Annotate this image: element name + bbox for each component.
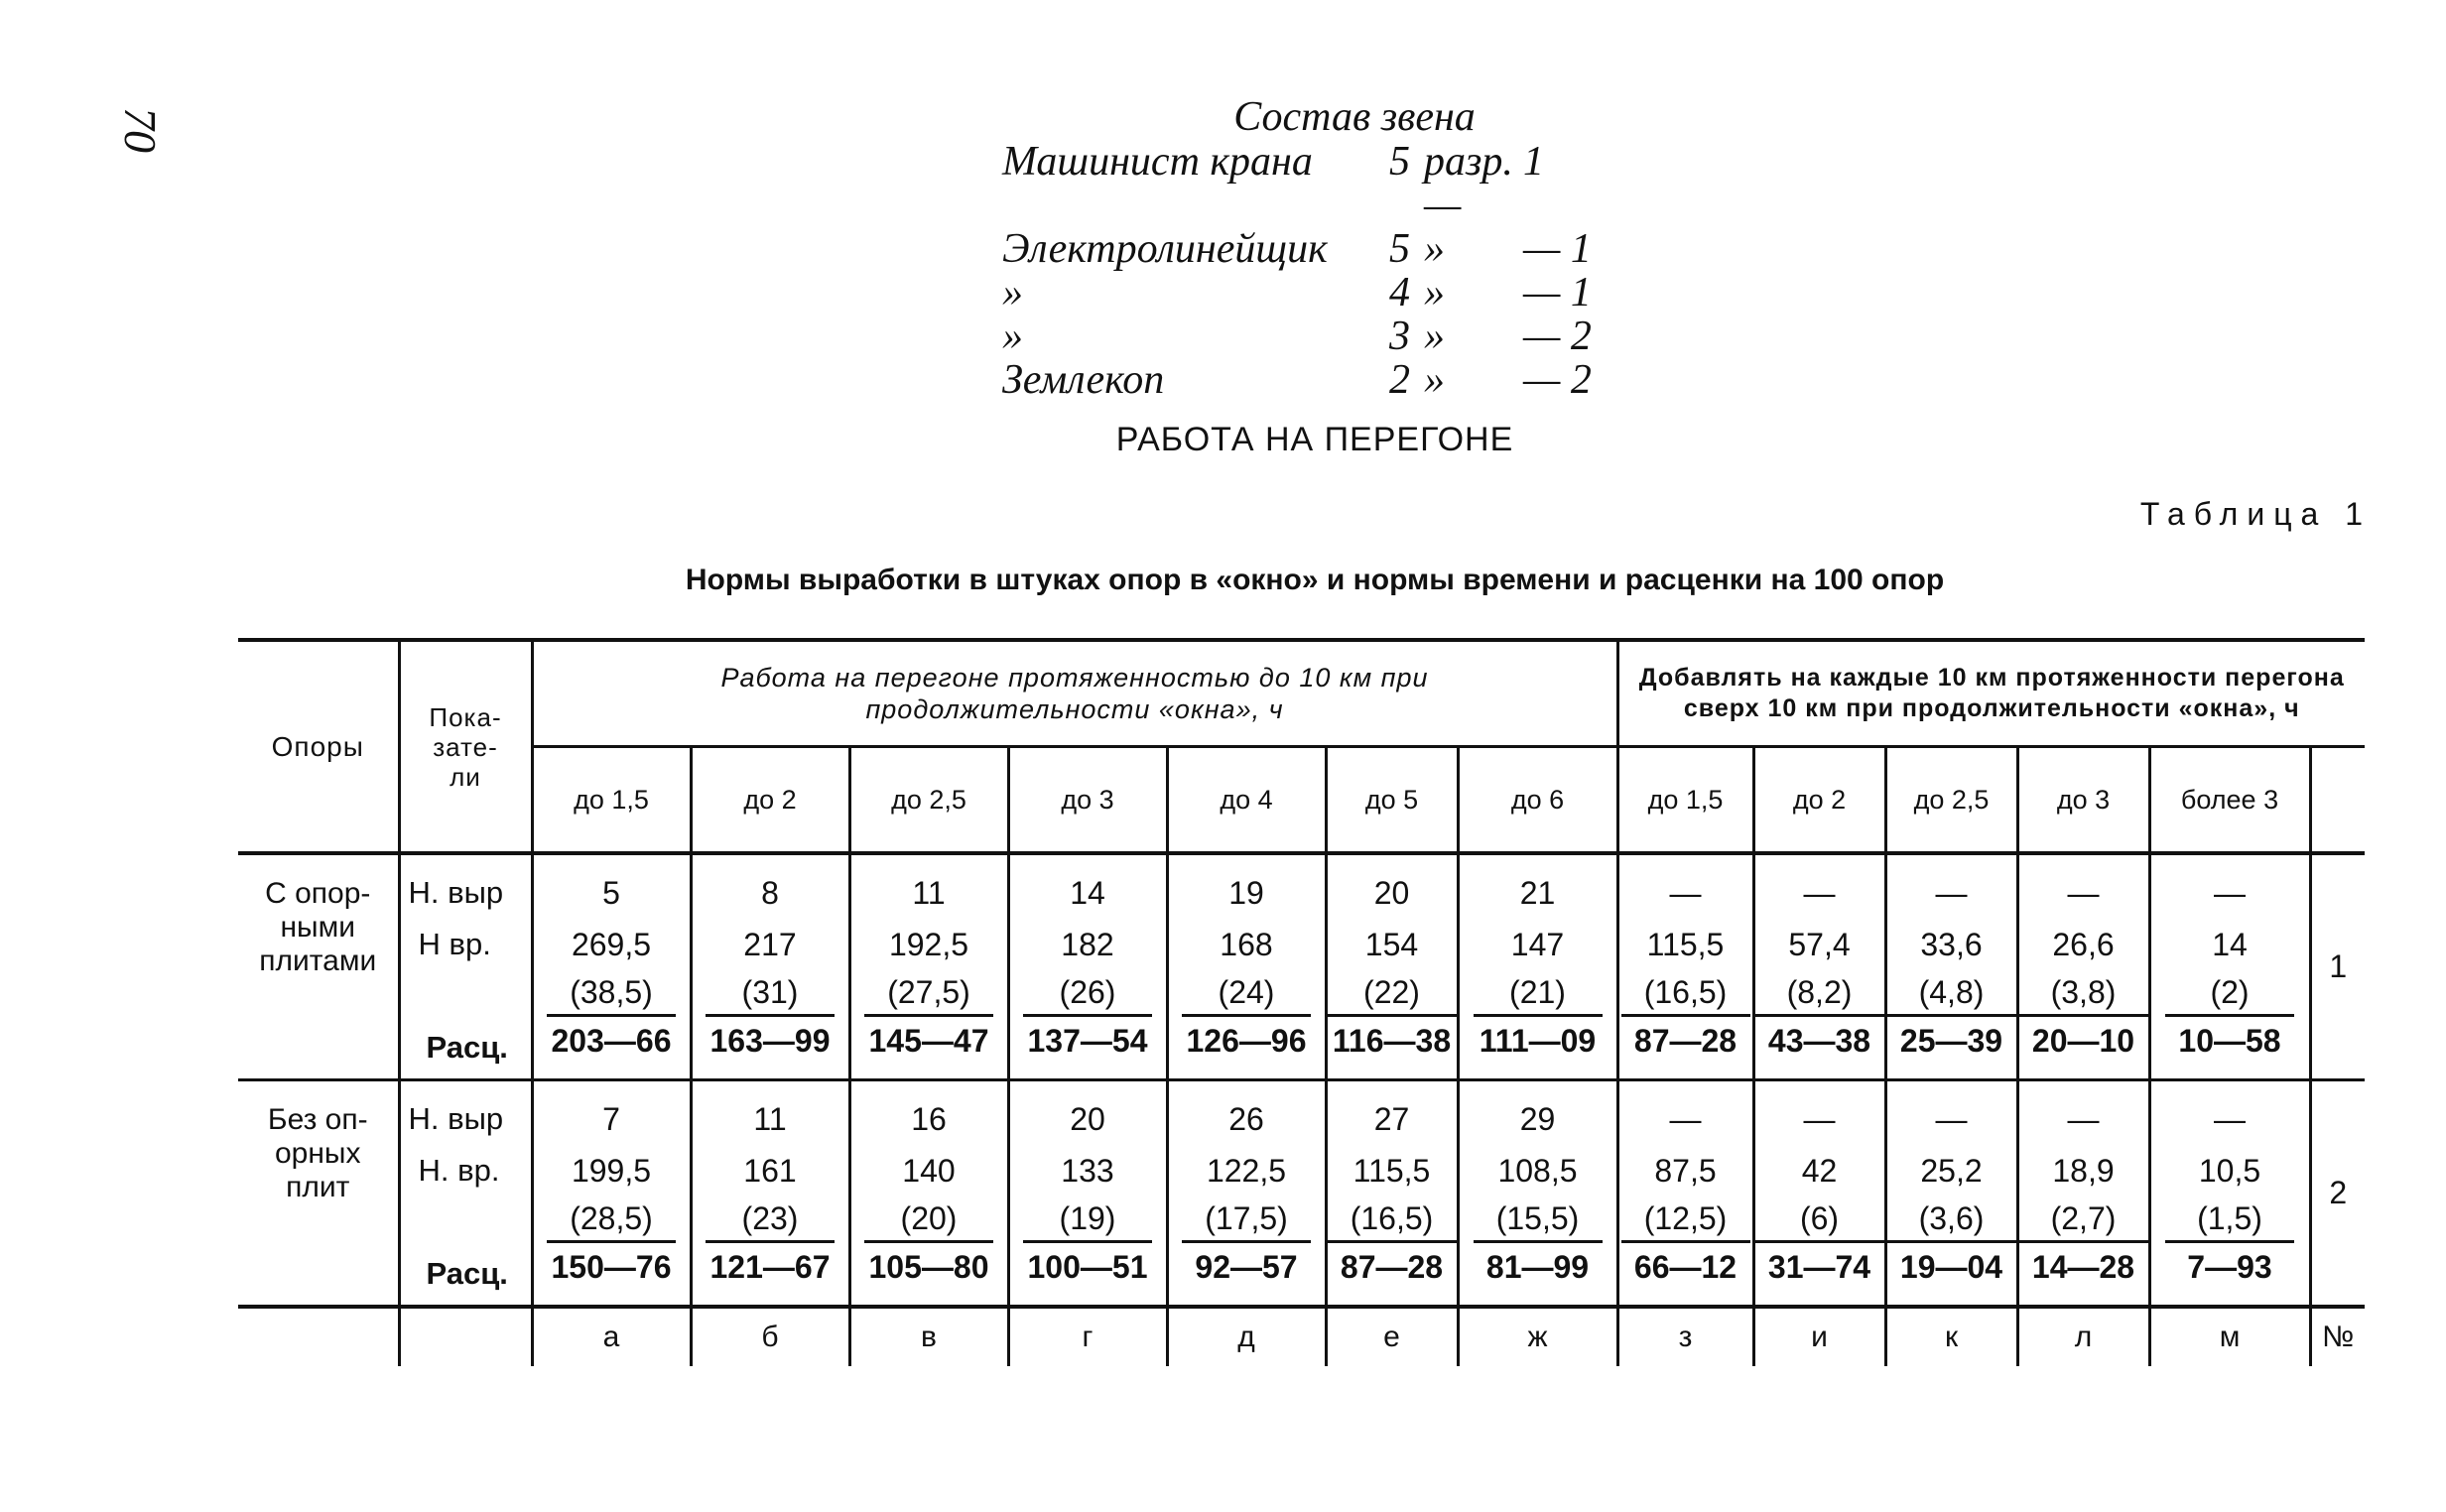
rate-fraction bbox=[2165, 970, 2294, 1065]
cell-values bbox=[534, 867, 690, 1065]
crew-count: — 1 bbox=[1523, 226, 1592, 272]
time-per-window-value: (28,5) bbox=[547, 1197, 676, 1243]
time-per-window-value: (4,8) bbox=[1887, 970, 2016, 1017]
data-row bbox=[238, 853, 2365, 1080]
rate-fraction bbox=[864, 970, 993, 1065]
cell-values bbox=[1887, 1093, 2016, 1291]
rate-fraction bbox=[1887, 1197, 2016, 1291]
crew-count: — 2 bbox=[1523, 314, 1592, 359]
output-value: — bbox=[1803, 1101, 1836, 1137]
rate-fraction bbox=[1182, 970, 1311, 1065]
data-cell bbox=[1885, 1080, 2017, 1308]
label-time: Н. вр. bbox=[418, 1153, 500, 1188]
output-value: 26 bbox=[1228, 1101, 1264, 1137]
cell-values bbox=[851, 867, 1007, 1065]
time-per-window-value: (26) bbox=[1023, 970, 1152, 1017]
rate-fraction bbox=[706, 1197, 835, 1291]
output-value: 27 bbox=[1373, 1101, 1410, 1137]
support-type: С опор- ными плитами bbox=[238, 853, 399, 1080]
rate-value: 20—10 bbox=[2031, 1023, 2135, 1059]
rate-value: 116—38 bbox=[1332, 1023, 1452, 1059]
column-letter: ж bbox=[1458, 1307, 1617, 1366]
column-letter: к bbox=[1885, 1307, 2017, 1366]
rate-value: 105—80 bbox=[868, 1249, 989, 1285]
crew-grade: 2 bbox=[1389, 357, 1410, 403]
crew-rows bbox=[1002, 140, 1657, 402]
cell-values bbox=[1328, 867, 1457, 1065]
time-value: 269,5 bbox=[571, 927, 652, 962]
cell-values bbox=[1460, 867, 1616, 1065]
cell-values bbox=[1010, 867, 1166, 1065]
output-value: — bbox=[2067, 875, 2100, 911]
column-letter: з bbox=[1617, 1307, 1753, 1366]
time-per-window-value: (6) bbox=[1755, 1197, 1884, 1243]
output-value: 8 bbox=[761, 875, 779, 911]
section-title: РАБОТА НА ПЕРЕГОНЕ bbox=[1115, 421, 1514, 458]
rate-value: 126—96 bbox=[1186, 1023, 1307, 1059]
rate-value: 81—99 bbox=[1485, 1249, 1590, 1285]
rate-value: 25—39 bbox=[1899, 1023, 2003, 1059]
rate-value: 66—12 bbox=[1633, 1249, 1738, 1285]
time-per-window-value: (27,5) bbox=[864, 970, 993, 1017]
table-number: Таблица 1 bbox=[2139, 496, 2372, 532]
crew-count: — 2 bbox=[1523, 357, 1592, 403]
time-value: 115,5 bbox=[1352, 1153, 1431, 1189]
crew-count: — 1 bbox=[1523, 270, 1592, 315]
crew-grade: 4 bbox=[1389, 270, 1410, 315]
rate-fraction bbox=[1474, 1197, 1603, 1291]
time-value: 115,5 bbox=[1646, 927, 1725, 962]
crew-profession: » bbox=[1002, 314, 1023, 359]
crew-row bbox=[1002, 227, 1657, 271]
cell-values bbox=[1755, 867, 1884, 1065]
page-number: 70 bbox=[115, 107, 166, 153]
data-cell bbox=[2149, 1080, 2310, 1308]
time-value: 147 bbox=[1510, 927, 1565, 962]
output-value: 19 bbox=[1228, 875, 1264, 911]
output-value: — bbox=[1803, 875, 1836, 911]
time-per-window-value: (2) bbox=[2165, 970, 2294, 1017]
rate-fraction bbox=[1755, 970, 1884, 1065]
column-header: до 2 bbox=[1753, 747, 1885, 854]
data-cell bbox=[1617, 1080, 1753, 1308]
column-header: до 4 bbox=[1167, 747, 1326, 854]
header-group-main: Работа на перегоне протяженностью до 10 км при продолжительности «окна», ч bbox=[532, 640, 1617, 747]
label-rate: Расц. bbox=[426, 1030, 508, 1065]
data-row bbox=[238, 1080, 2365, 1308]
column-header: до 6 bbox=[1458, 747, 1617, 854]
time-value: 133 bbox=[1061, 1153, 1114, 1189]
time-per-window-value: (2,7) bbox=[2019, 1197, 2148, 1243]
crew-grade: 5 bbox=[1389, 226, 1410, 272]
rate-fraction bbox=[2019, 1197, 2148, 1291]
header-row-columns bbox=[238, 747, 2365, 854]
time-value: 182 bbox=[1061, 927, 1114, 962]
number-symbol: № bbox=[2310, 1307, 2365, 1366]
crew-row bbox=[1002, 271, 1657, 315]
cell-values bbox=[1887, 867, 2016, 1065]
column-header: до 3 bbox=[1008, 747, 1167, 854]
data-cell bbox=[1458, 1080, 1617, 1308]
column-header: до 5 bbox=[1326, 747, 1458, 854]
data-cell bbox=[1167, 1080, 1326, 1308]
data-cell bbox=[2017, 853, 2149, 1080]
row-number: 1 bbox=[2310, 853, 2365, 1080]
data-cell bbox=[1167, 853, 1326, 1080]
cell-values bbox=[693, 867, 848, 1065]
rate-fraction bbox=[864, 1197, 993, 1291]
cell-values bbox=[2019, 867, 2148, 1065]
column-letter: в bbox=[849, 1307, 1008, 1366]
time-per-window-value: (8,2) bbox=[1755, 970, 1884, 1017]
output-value: — bbox=[2214, 1101, 2246, 1137]
output-value: 14 bbox=[1070, 875, 1105, 911]
rate-value: 121—67 bbox=[709, 1249, 831, 1285]
time-per-window-value: (12,5) bbox=[1621, 1197, 1750, 1243]
rate-value: 100—51 bbox=[1027, 1249, 1148, 1285]
time-value: 10,5 bbox=[2198, 1153, 2261, 1189]
rate-fraction bbox=[1474, 970, 1603, 1065]
rate-fraction bbox=[706, 970, 835, 1065]
time-value: 108,5 bbox=[1497, 1153, 1578, 1189]
rate-fraction bbox=[1182, 1197, 1311, 1291]
output-value: 5 bbox=[602, 875, 620, 911]
column-header: до 3 bbox=[2017, 747, 2149, 854]
cell-values bbox=[2019, 1093, 2148, 1291]
column-letter: и bbox=[1753, 1307, 1885, 1366]
cell-values bbox=[1619, 867, 1752, 1065]
column-letter: е bbox=[1326, 1307, 1458, 1366]
cell-values bbox=[1619, 1093, 1752, 1291]
crew-profession: Машинист крана bbox=[1002, 139, 1313, 185]
output-value: 7 bbox=[602, 1101, 620, 1137]
rate-value: 137—54 bbox=[1027, 1023, 1148, 1059]
crew-profession: Электролинейщик bbox=[1002, 226, 1328, 272]
rate-value: 19—04 bbox=[1899, 1249, 2003, 1285]
label-output: Н. выр bbox=[408, 875, 504, 910]
indicator-labels bbox=[399, 1080, 532, 1308]
data-cell bbox=[2017, 1080, 2149, 1308]
time-value: 18,9 bbox=[2052, 1153, 2115, 1189]
output-value: 29 bbox=[1519, 1101, 1556, 1137]
crew-profession: » bbox=[1002, 270, 1023, 315]
time-value: 42 bbox=[1801, 1153, 1838, 1189]
time-value: 57,4 bbox=[1788, 927, 1851, 962]
time-per-window-value: (3,8) bbox=[2019, 970, 2148, 1017]
data-cell bbox=[532, 853, 691, 1080]
crew-unit: » bbox=[1424, 314, 1445, 359]
cell-values bbox=[1169, 867, 1325, 1065]
time-value: 154 bbox=[1364, 927, 1419, 962]
crew-count: 1 bbox=[1523, 139, 1544, 185]
data-cell bbox=[691, 1080, 849, 1308]
output-value: — bbox=[1935, 1101, 1968, 1137]
time-per-window-value: (3,6) bbox=[1887, 1197, 2016, 1243]
time-value: 192,5 bbox=[888, 927, 969, 962]
output-value: — bbox=[2214, 875, 2246, 911]
cell-values bbox=[2151, 867, 2309, 1065]
rate-value: 87—28 bbox=[1633, 1023, 1738, 1059]
data-cell bbox=[849, 853, 1008, 1080]
cell-values bbox=[1460, 1093, 1616, 1291]
crew-unit: » bbox=[1424, 226, 1445, 272]
time-value: 140 bbox=[902, 1153, 956, 1189]
column-letter: а bbox=[532, 1307, 691, 1366]
cell-values bbox=[1755, 1093, 1884, 1291]
time-value: 26,6 bbox=[2052, 927, 2115, 962]
time-per-window-value: (24) bbox=[1182, 970, 1311, 1017]
cell-values bbox=[693, 1093, 848, 1291]
header-supports: Опоры bbox=[238, 640, 399, 853]
data-cell bbox=[2149, 853, 2310, 1080]
time-per-window-value: (21) bbox=[1474, 970, 1603, 1017]
data-cell bbox=[532, 1080, 691, 1308]
crew-title: Состав звена bbox=[1233, 94, 1476, 140]
rate-fraction bbox=[1621, 1197, 1750, 1291]
column-letter: м bbox=[2149, 1307, 2310, 1366]
rate-value: 145—47 bbox=[868, 1023, 989, 1059]
column-header: до 2,5 bbox=[849, 747, 1008, 854]
support-type: Без оп- орных плит bbox=[238, 1080, 399, 1308]
rate-value: 163—99 bbox=[709, 1023, 831, 1059]
rate-fraction bbox=[547, 970, 676, 1065]
data-cell bbox=[1008, 1080, 1167, 1308]
table-caption: Нормы выработки в штуках опор в «окно» и нормы времени и расценки на 100 опор bbox=[685, 564, 1945, 596]
rate-value: 92—57 bbox=[1195, 1249, 1298, 1285]
rate-value: 7—93 bbox=[2187, 1249, 2272, 1285]
time-value: 14 bbox=[2212, 927, 2248, 962]
data-cell bbox=[1885, 853, 2017, 1080]
column-header: более 3 bbox=[2149, 747, 2310, 854]
label-output: Н. выр bbox=[408, 1101, 504, 1136]
time-per-window-value: (23) bbox=[706, 1197, 835, 1243]
rate-fraction bbox=[1023, 970, 1152, 1065]
rate-value: 10—58 bbox=[2178, 1023, 2281, 1059]
output-value: 11 bbox=[912, 875, 946, 911]
rate-value: 203—66 bbox=[551, 1023, 672, 1059]
rate-fraction bbox=[2019, 970, 2148, 1065]
output-value: — bbox=[1935, 875, 1968, 911]
column-header: до 1,5 bbox=[532, 747, 691, 854]
output-value: — bbox=[2067, 1101, 2100, 1137]
time-value: 161 bbox=[743, 1153, 797, 1189]
column-letter: г bbox=[1008, 1307, 1167, 1366]
crew-grade: 3 bbox=[1389, 314, 1410, 359]
data-cell bbox=[849, 1080, 1008, 1308]
time-value: 122,5 bbox=[1206, 1153, 1287, 1189]
rate-value: 87—28 bbox=[1340, 1249, 1444, 1285]
crew-unit: » bbox=[1424, 270, 1445, 315]
column-letter: д bbox=[1167, 1307, 1326, 1366]
time-per-window-value: (19) bbox=[1023, 1197, 1152, 1243]
crew-unit: разр.— bbox=[1424, 139, 1513, 228]
time-per-window-value: (20) bbox=[864, 1197, 993, 1243]
letter-row bbox=[238, 1307, 2365, 1366]
data-cell bbox=[1753, 853, 1885, 1080]
time-value: 25,2 bbox=[1920, 1153, 1983, 1189]
header-row-groups bbox=[238, 640, 2365, 747]
rate-fraction bbox=[1328, 1197, 1457, 1291]
header-group-additional: Добавлять на каждые 10 км протяженности перегона сверх 10 км при продолжительности «окна», ч bbox=[1617, 640, 2365, 747]
time-per-window-value: (31) bbox=[706, 970, 835, 1017]
rate-fraction bbox=[1621, 970, 1750, 1065]
time-per-window-value: (1,5) bbox=[2165, 1197, 2294, 1243]
column-letter: л bbox=[2017, 1307, 2149, 1366]
time-value: 87,5 bbox=[1654, 1153, 1717, 1189]
cell-values bbox=[1328, 1093, 1457, 1291]
label-rate: Расц. bbox=[426, 1256, 508, 1291]
time-per-window-value: (22) bbox=[1328, 970, 1457, 1017]
data-cell bbox=[1008, 853, 1167, 1080]
time-value: 217 bbox=[743, 927, 797, 962]
data-cell bbox=[1326, 1080, 1458, 1308]
output-value: 16 bbox=[911, 1101, 947, 1137]
output-value: — bbox=[1669, 875, 1702, 911]
cell-values bbox=[1010, 1093, 1166, 1291]
crew-profession: Землекоп bbox=[1002, 357, 1165, 403]
data-cell bbox=[1326, 853, 1458, 1080]
output-value: 11 bbox=[753, 1101, 787, 1137]
data-cell bbox=[1617, 853, 1753, 1080]
output-value: 20 bbox=[1373, 875, 1410, 911]
label-time: Н вр. bbox=[418, 927, 491, 961]
data-cell bbox=[1753, 1080, 1885, 1308]
rate-fraction bbox=[547, 1197, 676, 1291]
indicator-labels bbox=[399, 853, 532, 1080]
rate-fraction bbox=[2165, 1197, 2294, 1291]
crew-row bbox=[1002, 315, 1657, 358]
rate-fraction bbox=[1755, 1197, 1884, 1291]
time-per-window-value: (15,5) bbox=[1474, 1197, 1603, 1243]
crew-unit: » bbox=[1424, 357, 1445, 403]
crew-row bbox=[1002, 358, 1657, 402]
norms-table bbox=[238, 638, 2365, 1366]
header-indicators: Пока- зате- ли bbox=[399, 640, 532, 853]
cell-values bbox=[851, 1093, 1007, 1291]
cell-values bbox=[1169, 1093, 1325, 1291]
column-header: до 2,5 bbox=[1885, 747, 2017, 854]
time-per-window-value: (38,5) bbox=[547, 970, 676, 1017]
column-letter: б bbox=[691, 1307, 849, 1366]
rate-fraction bbox=[1887, 970, 2016, 1065]
crew-grade: 5 bbox=[1389, 139, 1410, 185]
rate-fraction bbox=[1328, 970, 1457, 1065]
time-value: 199,5 bbox=[571, 1153, 652, 1189]
time-value: 168 bbox=[1220, 927, 1273, 962]
letter-empty bbox=[399, 1307, 532, 1366]
letter-empty bbox=[238, 1307, 399, 1366]
cell-values bbox=[2151, 1093, 2309, 1291]
data-cell bbox=[691, 853, 849, 1080]
output-value: 21 bbox=[1519, 875, 1556, 911]
output-value: — bbox=[1669, 1101, 1702, 1137]
column-header: до 1,5 bbox=[1617, 747, 1753, 854]
rate-value: 31—74 bbox=[1767, 1249, 1871, 1285]
rate-value: 43—38 bbox=[1767, 1023, 1871, 1059]
time-per-window-value: (17,5) bbox=[1182, 1197, 1311, 1243]
data-cell bbox=[1458, 853, 1617, 1080]
rate-fraction bbox=[1023, 1197, 1152, 1291]
rate-value: 150—76 bbox=[551, 1249, 672, 1285]
output-value: 20 bbox=[1070, 1101, 1105, 1137]
time-per-window-value: (16,5) bbox=[1621, 970, 1750, 1017]
rate-value: 111—09 bbox=[1479, 1023, 1597, 1059]
crew-row bbox=[1002, 140, 1657, 227]
cell-values bbox=[534, 1093, 690, 1291]
crew-composition bbox=[1002, 94, 1657, 402]
time-value: 33,6 bbox=[1920, 927, 1983, 962]
column-header: до 2 bbox=[691, 747, 849, 854]
row-number: 2 bbox=[2310, 1080, 2365, 1308]
rate-value: 14—28 bbox=[2031, 1249, 2135, 1285]
time-per-window-value: (16,5) bbox=[1328, 1197, 1457, 1243]
